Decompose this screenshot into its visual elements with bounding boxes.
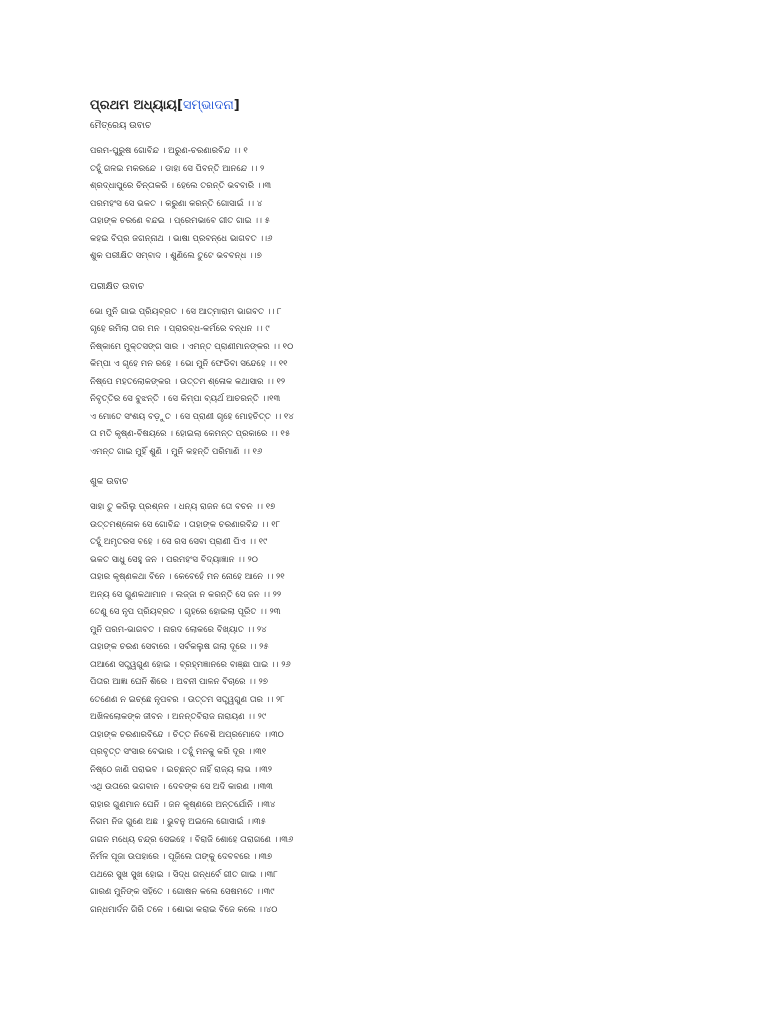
verse-line: କିମ୍ପା ଏ ଗୃହେ ମନ ରହେ । ଭୋ ମୁନି ଫେଡିବା ସନ୍ଦେହେ ।। ୧୧ — [90, 359, 288, 369]
verse-line: ଉତ୍ତମଶ୍ଳୋକ ସେ ଗୋବିନ୍ଦ । ତାହାଙ୍କ ଚରଣାରବିନ୍ଦ ।। ୧୮ — [90, 519, 281, 530]
verse-line: ପରମହଂସ ସେ ଭକତ । କରୁଣା କରନ୍ତି ଗୋସାଇଁ ।। ୪ — [90, 198, 263, 209]
verse-line: ତହୁଁ ଗଳଇ ମକରନ୍ଦେ । ଡାହା ସେ ପିବନ୍ତି ଆନନ୍ଦେ ।। ୨ — [90, 163, 265, 174]
verse-line: ଗଗନ ମଧ୍ୟେ ଚନ୍ଦ୍ର ସେଇହେ । ବିରାଜି ଶୋହେ ତାରାଗଣେ ।।୩୬ — [90, 834, 294, 845]
verse-list — [90, 499, 710, 919]
chapter-title: ପ୍ରଥମ ଅଧ୍ୟାୟ — [90, 98, 178, 113]
verse-line: ତହୁଁ ଅମୃତରସ ବହେ । ସେ ରସ ସେବା ପ୍ରାଣୀ ପିଏ ।। ୧୯ — [90, 537, 268, 547]
verse-list — [90, 143, 710, 266]
section-spacer — [90, 461, 710, 472]
title-bracket-open: [ — [177, 98, 183, 113]
chapter-subtitle-link[interactable]: ସମ୍ଭାଦନା — [182, 98, 234, 113]
page-title — [90, 96, 710, 116]
verse-line: ପ୍ରବୃତ୍ତ ସଂସାର ବେଭାର । ତହୁଁ ମନକୁ କରି ଦୂର ।।୩୧ — [90, 747, 267, 757]
verse-line: ଅଖିଳଲୋକଙ୍କ ଜୀବନ । ଅନନ୍ତବିରାଜ ନାରାୟଣ ।। ୨୯ — [90, 712, 267, 722]
verse-line: ଗାରଣ ମୁନିଙ୍କ ସହିତେ । ଗୋଷନ କଲେ ସେଷମତେ ।।୩୯ — [90, 887, 275, 897]
verse-line: ତାହାଙ୍କ ଚରଣାରବିନ୍ଦେ । ଚିତ୍ତ ନିବେଶି ଅପ୍ରମୋଦେ ।।୩୦ — [90, 729, 284, 740]
verse-line: ଗୃହେ ରମିଲା ତାର ମନ । ପ୍ରାରବ୍ଧ-କର୍ମରେ ବନ୍ଧନ ।। ୯ — [90, 324, 270, 334]
verse-line: ଅନ୍ୟ ସେ ଗୁଣକଥାମାନ । ଲଜ୍ଜା ନ କରନ୍ତି ସେ ଜନ ।। ୨୨ — [90, 589, 282, 600]
verse-line: ଏ ମୋତେ ସଂଶୟ ବଡ଼ୁତ । ସେ ପ୍ରାଣୀ ଗୃହେ ମୋହଚିତ୍ତ ।। ୧୪ — [90, 411, 294, 422]
verse-line: ଶ୍ରଦ୍ଧାପୁରେ ଚିନ୍ତାକରି । ହେଲେ ତରନ୍ତି ଭବବାରି ।।୩ — [90, 181, 272, 191]
verse-line: ତାଆଣେ ସତ୍ତ୍ୱଗୁଣ ହୋଇ । ବ୍ରହ୍ମଜ୍ଞାନରେ ବାଞ୍ଛା ପାଇ ।। ୨୬ — [90, 659, 291, 670]
verse-line: ତାହାଙ୍କ ଚରଣେ ବନ୍ଦଇ । ପ୍ରେମଭାବେ ଗୀତ ଗାଇ ।। ୫ — [90, 216, 270, 226]
verse-line: ତେଣୁ ସେ ନୃପ ପ୍ରିୟବ୍ରତ । ଗୃହରେ ହୋଇଲା ପୂରିତ ।। ୨୩ — [90, 607, 281, 617]
verse-line: ମୁନି ପରମ-ଭାଗବତ । ନାରଦ ଲୋକରେ ବିଖ୍ୟାତ ।। ୨୪ — [90, 624, 267, 635]
verse-line: ତେଣେଣ ନ ଇଚ୍ଛେ ନୃପବର । ଉତ୍ତମ ସତ୍ତ୍ୱଗୁଣ ତାର ।। ୨୮ — [90, 694, 285, 705]
verse-line: କହଇ ବିପ୍ର ଜଗନ୍ନାଥ । ଭାଷା ପ୍ରବନ୍ଧେ ଭାଗବତ ।।୬ — [90, 233, 273, 244]
section-heading: ପରୀକ୍ଷିତ ଉବାଚ — [90, 281, 145, 292]
verse-line: ନିଷ୍ଠେ ଜାଣି ପରାଭବ । ଇଚ୍ଛନ୍ତ ନାହିଁ ରାଜ୍ୟ ଲାଭ ।।୩୨ — [90, 764, 272, 775]
verse-line: ରାହାର ଗୁଣମାନ ଘେନି । ଜନ କୃଷ୍ଣରେ ଅନ୍ତର୍ଯୋନି ।।୩୪ — [90, 799, 276, 810]
verse-line: ତାହାର କୃଷ୍ଣକଥା ବିନେ । କେବେହେଁ ମନ ନୋହେ ଆନେ ।। ୨୧ — [90, 572, 285, 582]
verse-line: ପଥରେ ସୁଖ ସୁଖ ହୋଇ । ସିଦ୍ଧ ଗନ୍ଧର୍ବେ ଗୀତ ଗାଇ ।।୩୮ — [90, 869, 278, 880]
title-bracket-close: ] — [233, 98, 240, 113]
verse-line: ଶୁକ ପରୀକ୍ଷିତ ସମ୍ବାଦ । ଶୁଣିଲେ ତୁଟେ ଭବବନ୍ଧ ।।୭ — [90, 251, 262, 261]
sections-container — [90, 119, 710, 919]
verse-line: ପରମ-ପୁରୁଷ ଗୋବିନ୍ଦ । ଅରୁଣ-ଚରଣାରବିନ୍ଦ ।। ୧ — [90, 146, 248, 156]
section-heading: ମୈତ୍ରେୟ ଉବାଚ — [90, 121, 152, 131]
document-content — [90, 96, 710, 919]
section-spacer — [90, 266, 710, 277]
verse-line: ଭୋ ମୁନି ଗାଇ ପ୍ରିୟବ୍ରତ । ସେ ଆତ୍ମାରାମ ଭାଗବତ ।। ୮ — [90, 306, 282, 317]
verse-line: ନିଗମ ନିଜ ଗୁଣେ ଅଛ । ଭୁବନୁ ଅଇଲେ ଗୋସାଇଁ ।।୩୫ — [90, 817, 266, 827]
verse-line: ତାହାଙ୍କ ଚରଣ ସେବାରେ । ସର୍ବକଲୁଷ ଗଲା ଦୂରେ ।। ୨୫ — [90, 642, 269, 652]
verse-line: ଭକତ ସାଧୁ ସେହୁ ଜନ । ପରମହଂସ ବିଦ୍ୟାଜ୍ଞାନ ।। ୨୦ — [90, 554, 258, 565]
verse-line: ପିତାର ଆଜ୍ଞା ଘେନି ଶିରେ । ଅବନୀ ପାଳନ ବିଚାରେ ।। ୨୭ — [90, 677, 268, 687]
verse-line: ଏଥି ଉତାରେ ଭଗବାନ । ଦେବଙ୍କ ସେ ଅଦି କାରଣ ।।୩୩ — [90, 782, 273, 792]
verse-line: ନିର୍ମଳ ପୂଜା ଉପହାରେ । ପୂଜିଲେ ତାଙ୍କୁ ଦେବବରେ ।।୩୭ — [90, 852, 273, 862]
verse-line: ତା ମତି କୃଷ୍ଣ-ବିଷୟରେ । ହୋଇଲା କେମନ୍ତ ପ୍ରକାରେ ।। ୧୫ — [90, 429, 291, 439]
verse-line: ନିଷ୍ପେ ମହତଲୋକଙ୍କର । ଉତ୍ତମ ଶ୍ଳୋକ କଥାସାର ।। ୧୨ — [90, 376, 286, 387]
verse-line: ଗନ୍ଧମାର୍ଦନ ଗିରି ତଳେ । ଶୋଭା କରାଇ ବିଜେ କଲେ ।।୪୦ — [90, 904, 278, 915]
verse-line: ଏମନ୍ତ ଗାଇ ମୁହିଁ ଶୁଣି । ମୁନି କହନ୍ତି ପରିମାଣି ।। ୧୬ — [90, 446, 263, 457]
verse-line: ନିଷ୍କାମେ ମୁକ୍ତସଙ୍ଗ ସାର । ଏମନ୍ତ ପ୍ରାଣୀମାନଙ୍କର ।। ୧୦ — [90, 341, 294, 352]
section-heading: ଶୁକ ଉବାଚ — [90, 477, 129, 487]
verse-list — [90, 304, 710, 462]
verse-line: ସାହା ତୁ କରିଲୁ ପ୍ରଶ୍ନନ । ଧନ୍ୟ ରାଜନ ତୋ ବଚନ ।। ୧୭ — [90, 502, 276, 512]
verse-line: ନିବୃତ୍ତିର ସେ ବୁଝନ୍ତି । ସେ କିମ୍ପା ବ୍ୟର୍ଥ ଆଚରନ୍ତି ।।୧୩ — [90, 394, 281, 404]
